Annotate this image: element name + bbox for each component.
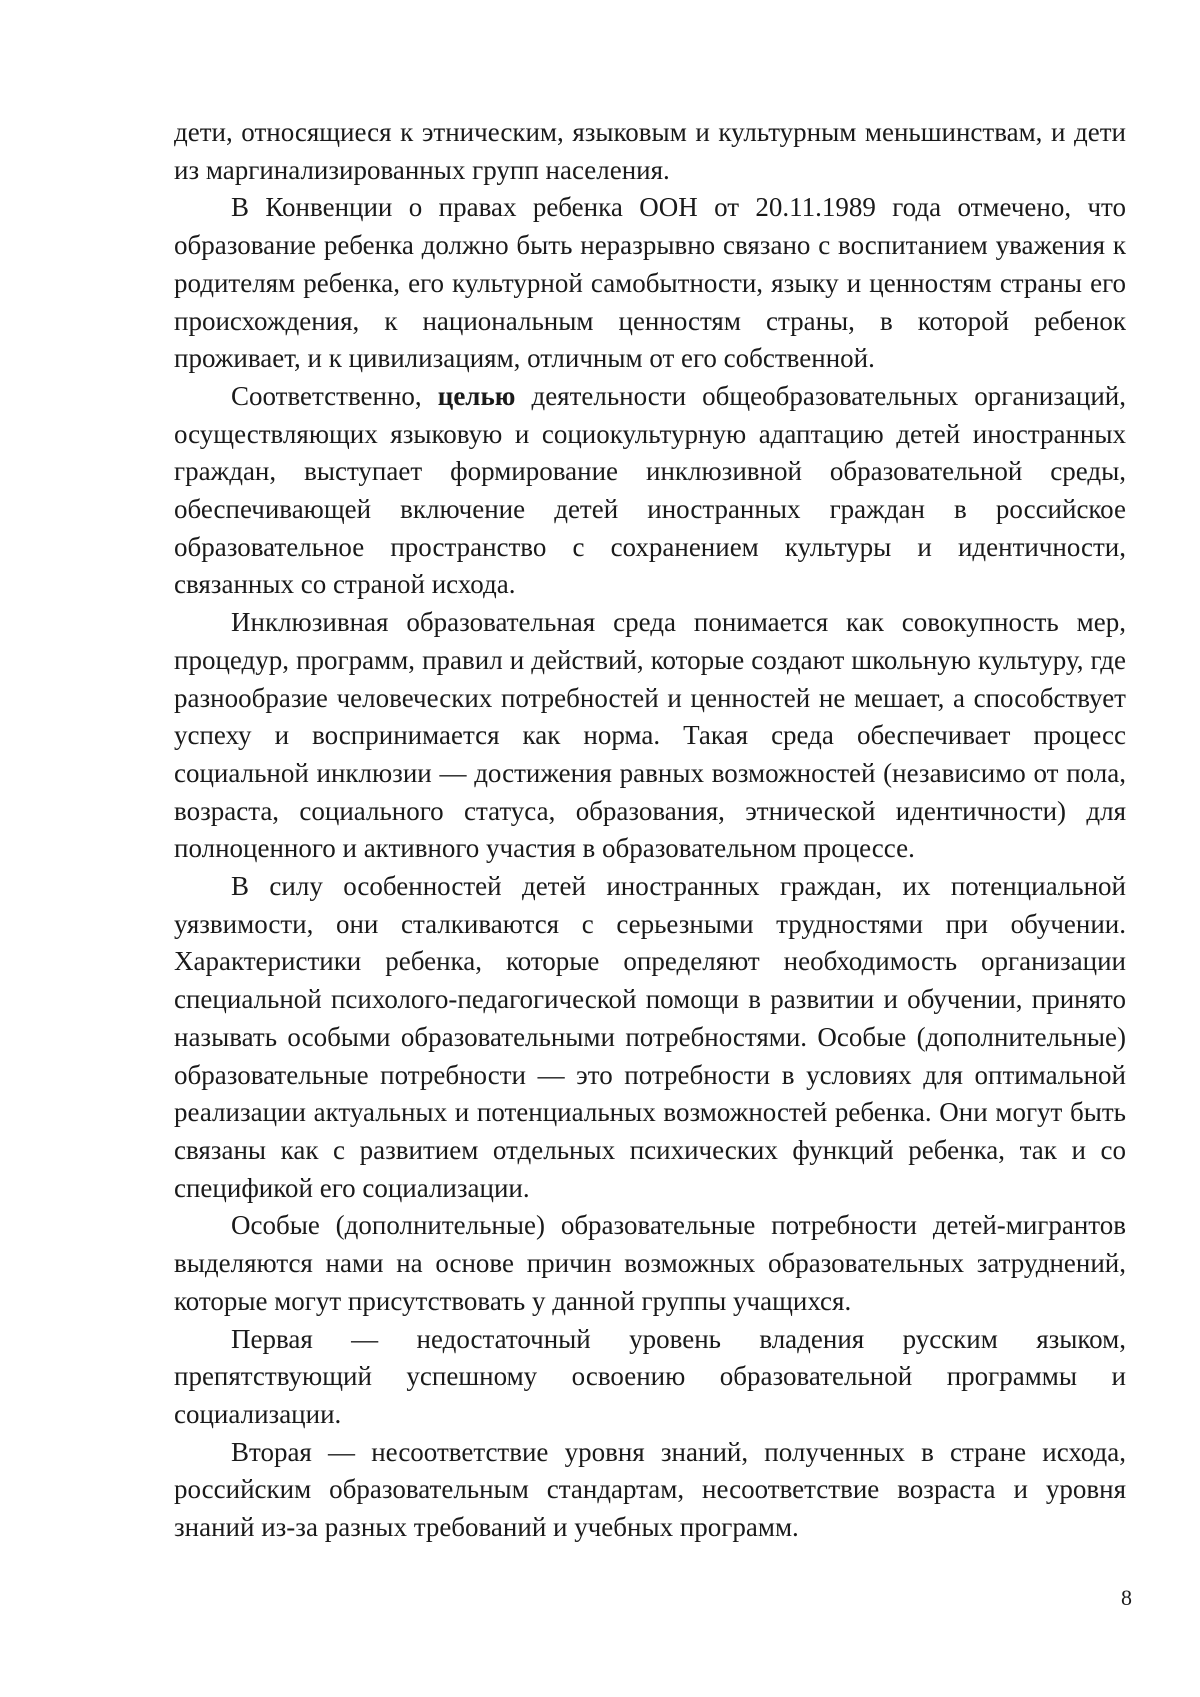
paragraph-first-reason: Первая — недостаточный уровень владения русским языком, препятствующий успешному освоению образовательной программы и социализации. xyxy=(174,1323,1126,1429)
body-text xyxy=(174,114,1126,1547)
page-number: 8 xyxy=(1121,1585,1132,1610)
paragraph-goal xyxy=(174,378,1126,604)
goal-text-before: Соответственно, xyxy=(231,380,438,411)
goal-text-after: деятельности общеобразовательных организаций, осуществляющих языковую и социокультурную адаптацию детей иностранных граждан, выступает формирование инклюзивной образовательной среды, обеспечивающей включение детей иностранных граждан в российское образовательное пространство с сохранением культуры и идентичности, связанных со страной исхода. xyxy=(174,380,1126,600)
paragraph-convention: В Конвенции о правах ребенка ООН от 20.11.1989 года отмечено, что образование ребенка должно быть неразрывно связано с воспитанием уважения к родителям ребенка, его культурной самобытности, языку и ценностям страны его происхождения, к национальным ценностям страны, в которой ребенок проживает, и к цивилизациям, отличным от его собственной. xyxy=(174,192,1126,374)
paragraph-migrant-needs: Особые (дополнительные) образовательные потребности детей-мигрантов выделяются нами на основе причин возможных образовательных затруднений, которые могут присутствовать у данной группы учащихся. xyxy=(174,1210,1126,1316)
paragraph-special-needs: В силу особенностей детей иностранных граждан, их потенциальной уязвимости, они сталкиваются с серьезными трудностями при обучении. Характеристики ребенка, которые определяют необходимость организации специальной психолого-педагогической помощи в развитии и обучении, принято называть особыми образовательными потребностями. Особые (дополнительные) образовательные потребности — это потребности в условиях для оптимальной реализации актуальных и потенциальных возможностей ребенка. Они могут быть связаны как с развитием отдельных психических функций ребенка, так и со спецификой его социализации. xyxy=(174,871,1126,1203)
goal-bold-term: целью xyxy=(437,380,516,411)
paragraph-second-reason: Вторая — несоответствие уровня знаний, полученных в стране исхода, российским образовательным стандартам, несоответствие возраста и уровня знаний из-за разных требований и учебных программ. xyxy=(174,1436,1126,1543)
paragraph-continuation: дети, относящиеся к этническим, языковым и культурным меньшинствам, и дети из маргинализированных групп населения. xyxy=(174,117,1126,185)
paragraph-inclusive-environment: Инклюзивная образовательная среда понимается как совокупность мер, процедур, программ, правил и действий, которые создают школьную культуру, где разнообразие человеческих потребностей и ценностей не мешает, а способствует успеху и воспринимается как норма. Такая среда обеспечивает процесс социальной инклюзии — достижения равных возможностей (независимо от пола, возраста, социального статуса, образования, этнической идентичности) для полноценного и активного участия в образовательном процессе. xyxy=(174,607,1126,864)
